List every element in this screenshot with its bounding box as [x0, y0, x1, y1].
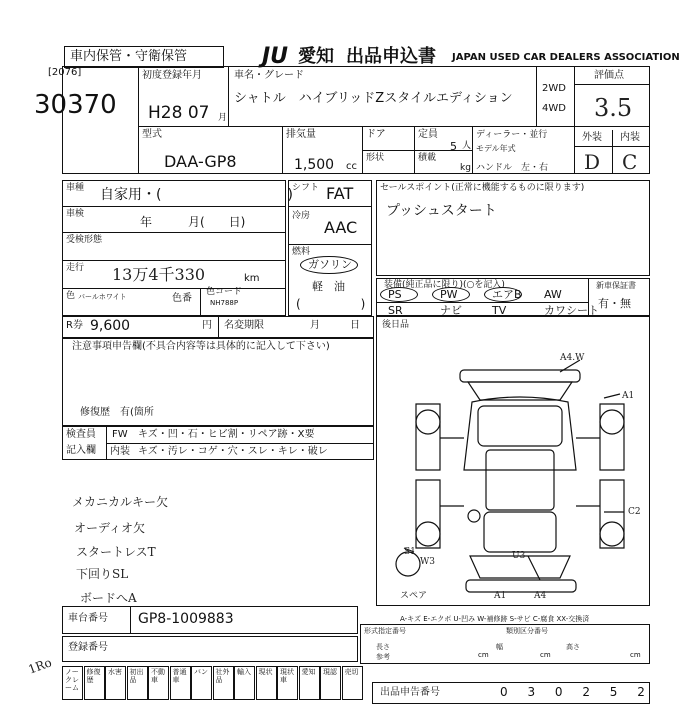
registration-value: 月 日	[310, 320, 360, 331]
length-unit: cm	[478, 651, 489, 659]
equipment-item-6: TV	[492, 304, 507, 317]
door-label: ドア	[366, 129, 386, 140]
inspection-value: 年 月( 日)	[140, 215, 246, 229]
registration-label: 名変期限	[224, 320, 264, 331]
cooler-label: 冷房	[292, 211, 311, 221]
handle-label: ハンドル 左・右	[476, 163, 549, 173]
checkbox-label-13: 売切	[344, 668, 359, 676]
displacement-unit: cc	[346, 161, 357, 172]
exterior-label: 外装	[582, 132, 602, 143]
note-line-2: オーディオ欠	[74, 521, 146, 535]
color-number-label: 色番	[172, 293, 192, 304]
interior-items-label: 内装	[110, 446, 130, 457]
lot-number: 30370	[34, 90, 117, 120]
equipment-item-7: カワシート	[544, 304, 599, 317]
capacity-unit: 人	[462, 141, 472, 151]
checkbox-label-6: バン	[194, 668, 208, 676]
storage-label: 車内保管・守衛保管	[70, 49, 188, 64]
fuel-parens: ( )	[296, 297, 366, 311]
checkbox-label-0: ノークレーム	[65, 668, 79, 692]
color-label: 色	[66, 291, 76, 301]
width-label: 幅	[496, 643, 503, 651]
diagram-tag-5: U3	[512, 551, 526, 561]
usage-value: 自家用・( )	[100, 187, 293, 203]
recycle-value: 9,600	[90, 318, 131, 334]
checkbox-label-8: 輸入	[237, 668, 251, 676]
mileage-label: 走行	[66, 263, 85, 273]
inspection-label: 車検	[66, 209, 85, 219]
displacement-label: 排気量	[286, 129, 316, 140]
checkbox-label-4: 不動車	[151, 668, 165, 684]
equipment-item-5: ナビ	[440, 304, 462, 317]
diagram-tag-8: A4	[534, 591, 547, 601]
checkbox-label-3: 初出品	[129, 668, 144, 684]
fw-items: キズ・凹・石・ヒビ割・リペア跡・X要	[138, 429, 315, 440]
loading-label: 積載	[418, 153, 437, 163]
chassis-label: 車台番号	[68, 613, 108, 624]
interior-grade: C	[622, 150, 638, 174]
usage-label: 車種	[66, 183, 85, 193]
fuel-label: 燃料	[292, 247, 311, 257]
year-code: [2076]	[48, 67, 82, 78]
model-year-label: モデル年式	[476, 144, 516, 153]
fw-label: FW	[112, 429, 128, 440]
equipment-item-4: SR	[388, 304, 403, 317]
color-value: パールホワイト	[78, 293, 127, 301]
score-label: 評価点	[594, 70, 624, 81]
shape-label: 形状	[366, 153, 385, 163]
form-title: 出品申込書	[346, 46, 436, 67]
capacity-value: 5	[450, 140, 457, 153]
length-label: 長さ	[376, 643, 390, 651]
equipment-item-3: AW	[544, 288, 562, 301]
diagram-legend: A-キズ E-エクボ U-凹み W-補修跡 S-サビ C-腐食 XX-交換済	[400, 615, 590, 623]
equipment-item-1: PW	[440, 288, 458, 301]
cert-value: 0 3 0 2 5 2	[500, 685, 653, 699]
car-name-value: シャトル ハイブリッドZスタイルエディション	[234, 91, 513, 106]
shift-label: シフト	[292, 183, 320, 193]
note-ref-label: 参考	[376, 653, 390, 661]
checkbox-label-1: 修復歴	[86, 668, 101, 684]
org-name: 愛知	[298, 46, 334, 67]
checkbox-label-9: 現状	[258, 668, 273, 676]
note-line-5: ボードへA	[80, 591, 137, 605]
dealer-label: ディーラー・並行	[476, 130, 548, 140]
checkbox-label-2: 水害	[108, 668, 122, 676]
new-vehicle-label: 新車保証書	[596, 281, 636, 290]
checkbox-label-5: 普通車	[172, 668, 187, 684]
loading-unit: kg	[460, 163, 471, 173]
cooler-value: AAC	[324, 218, 358, 237]
entry-label: 記入欄	[66, 445, 96, 456]
form-spec-label: 形式指定番号	[364, 627, 406, 635]
height-unit: cm	[630, 651, 641, 659]
checkbox-label-11: 愛知	[301, 668, 316, 676]
diagram-tag-4: S1	[404, 547, 416, 557]
category-label: 類別区分番号	[506, 627, 548, 635]
recycle-unit: 円	[202, 320, 212, 331]
note-line-3: スタートレスT	[76, 545, 156, 559]
caution-label: 注意事項申告欄(不具合内容等は具体的に記入して下さい)	[72, 341, 330, 352]
color-code-value: NH788P	[210, 299, 239, 307]
selling-point-value: プッシュスタート	[386, 203, 497, 219]
equipment-label: 装備(純正品に限り)(○を記入)	[384, 280, 505, 290]
interior-label: 内装	[620, 132, 640, 143]
note-line-4: 下回りSL	[76, 567, 129, 581]
diagram-tag-2: A1	[622, 391, 635, 401]
diagram-tag-7: A1	[494, 591, 507, 601]
shift-value: FAT	[326, 184, 354, 203]
color-code-label: 色コード	[206, 287, 243, 297]
after-date-label: 後日品	[382, 320, 410, 330]
certification-label: 受検形態	[66, 235, 103, 245]
exterior-grade: D	[584, 150, 601, 174]
chassis-value: GP8-1009883	[138, 611, 234, 627]
recycle-label: R券	[66, 320, 83, 331]
first-reg-label: 初度登録年月	[142, 70, 202, 81]
english-title: JAPAN USED CAR DEALERS ASSOCIATION	[452, 52, 680, 63]
checkbox-label-12: 現認	[323, 668, 337, 676]
model-label: 型式	[142, 129, 162, 140]
registered-label: 登録番号	[68, 642, 108, 653]
diagram-tag-3: C2	[628, 507, 641, 517]
inspector-label: 検査員	[66, 429, 96, 440]
checkbox-label-7: 社外品	[215, 668, 230, 684]
checkbox-label-10: 現状車	[280, 668, 294, 684]
drive-2wd: 2WD	[542, 83, 566, 94]
interior-items: キズ・汚レ・コゲ・穴・スレ・キレ・破レ	[138, 446, 328, 457]
equipment-item-2: エアB	[492, 288, 522, 301]
stamp-mark: 1Ro	[26, 655, 54, 677]
displacement-value: 1,500	[294, 157, 335, 173]
model-value: DAA-GP8	[164, 152, 237, 171]
capacity-label: 定員	[418, 129, 438, 140]
mileage-value: 13万4千330	[112, 265, 206, 284]
repair-label: 修復歴 有(箇所	[80, 407, 154, 418]
score-value: 3.5	[594, 94, 633, 122]
width-unit: cm	[540, 651, 551, 659]
equipment-item-0: PS	[388, 288, 402, 301]
diagram-tag-6: W3	[420, 557, 435, 567]
cert-label: 出品申告番号	[380, 687, 440, 698]
ju-logo: JU	[262, 44, 289, 69]
drive-4wd: 4WD	[542, 103, 566, 114]
height-label: 高さ	[566, 643, 580, 651]
fuel-diesel: 軽 油	[312, 280, 345, 293]
note-line-1: メカニカルキー欠	[72, 495, 169, 509]
new-vehicle-value: 有・無	[598, 297, 631, 310]
selling-point-label: セールスポイント(正常に機能するものに限ります)	[380, 183, 585, 193]
fuel-gasoline: ガソリン	[308, 258, 352, 271]
first-reg-month: 月	[218, 113, 228, 123]
mileage-unit: km	[244, 273, 260, 284]
car-name-label: 車名・グレード	[234, 70, 304, 81]
diagram-tag-1: A4.W	[560, 353, 585, 363]
first-reg-value: H28 07	[148, 103, 210, 123]
spare-label: スペア	[400, 591, 428, 601]
